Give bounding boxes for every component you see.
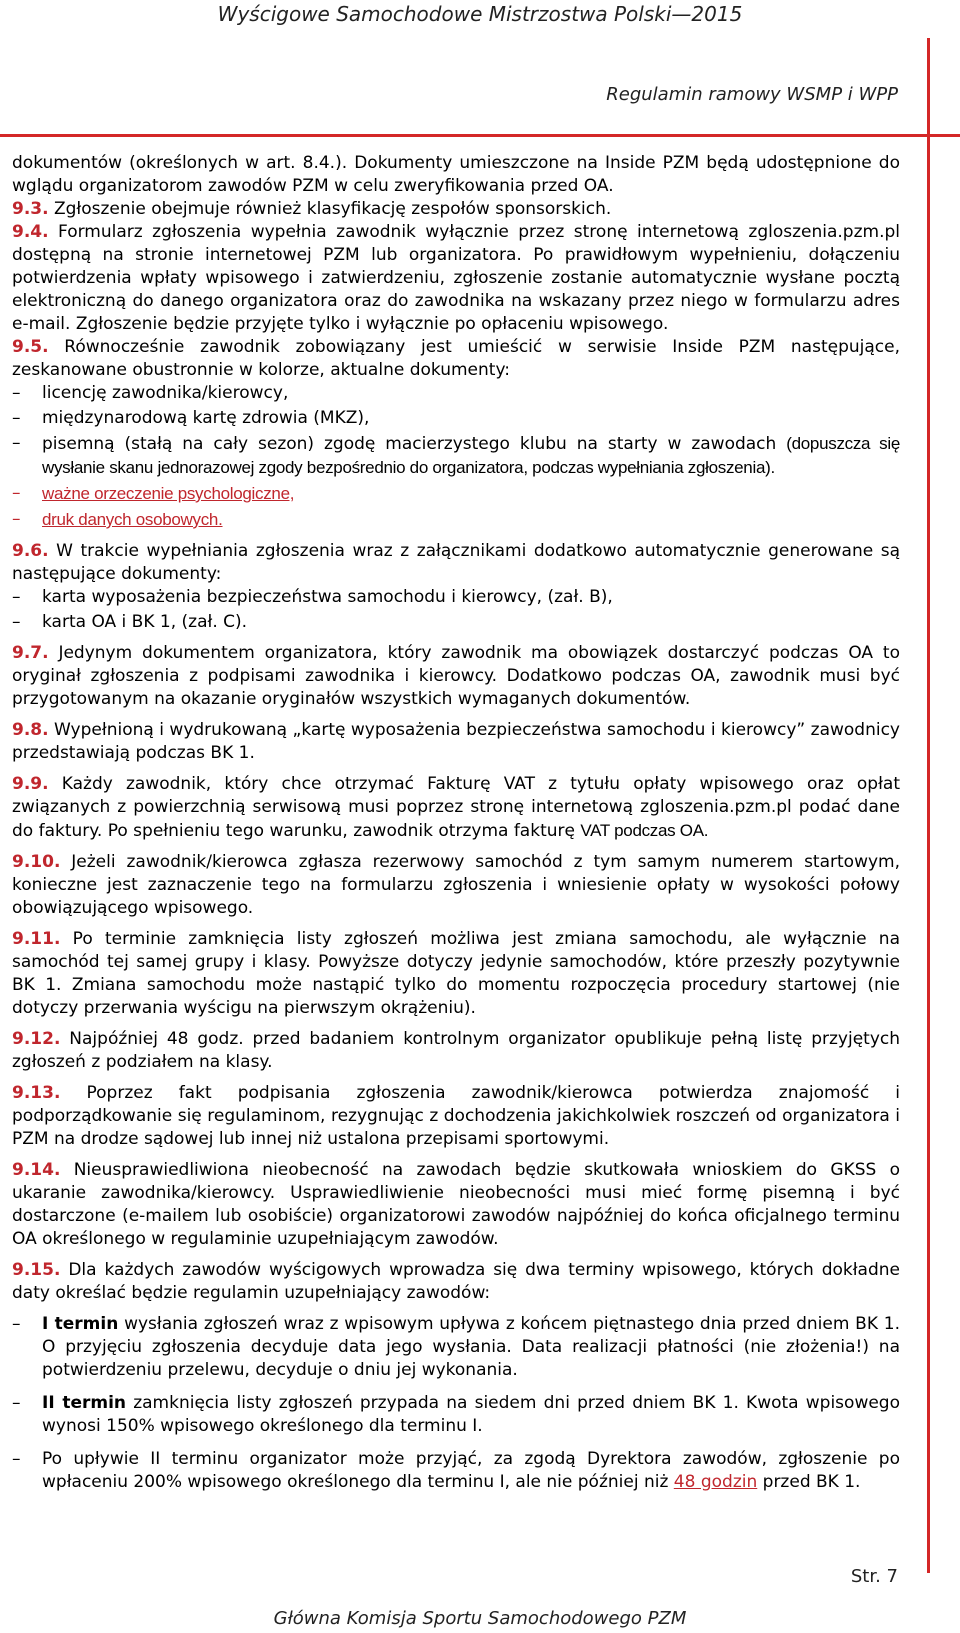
section-text: Po terminie zamknięcia listy zgłoszeń możliwa jest zmiana samochodu, ale wyłącznie na samochód tej samej grupy i klasy. Powyższe dotyczy jedynie samochodów, które przeszły pozytywnie BK 1. Zmiana samochodu może nastąpić tylko do momentu rozpoczęcia procedury startowej (nie dotyczy przerwania wyścigu na pierwszym okrążeniu). [12, 929, 900, 1018]
list-item-text: licencję zawodnika/kierowcy, [42, 383, 289, 403]
document-body [12, 152, 900, 1504]
list-item [12, 586, 900, 609]
list-item [12, 407, 900, 430]
section-text-tail: VAT podczas OA. [580, 821, 709, 840]
list-item-text: międzynarodową kartę zdrowia (MKZ), [42, 408, 370, 428]
list-item-text: karta OA i BK 1, (zał. C). [42, 612, 248, 632]
list-item [12, 1448, 900, 1494]
dash-bullet: – [12, 509, 21, 529]
section-9-6-list [12, 586, 900, 634]
section-number: 9.4. [12, 222, 49, 242]
list-item-text: zamknięcia listy zgłoszeń przypada na siedem dni przed dniem BK 1. Kwota wpisowego wynosi 150% wpisowego określonego dla terminu I. [42, 1393, 900, 1436]
section-number: 9.5. [12, 337, 49, 357]
list-item [12, 432, 900, 480]
section-number: 9.14. [12, 1160, 61, 1180]
section-text: Formularz zgłoszenia wypełnia zawodnik wyłącznie przez stronę internetową zgloszenia.pzm.pl dostępną na stronie internetowej PZM lub organizatora. Po prawidłowym wypełnieniu, dołączeniu potwierdzenia wpłaty wpisowego i zatwierdzeniu, zgłoszenie zostanie automatycznie wysłane pocztą elektroniczną do danego organizatora oraz do zawodnika na wskazany przez niego w formularzu adres e-mail. Zgłoszenie będzie przyjęte tylko i wyłącznie po opłaceniu wpisowego. [12, 222, 900, 334]
document-header-title: Wyścigowe Samochodowe Mistrzostwa Polski—2015 [217, 2, 743, 26]
section-number: 9.11. [12, 929, 61, 949]
list-item [12, 1313, 900, 1382]
section-text: Zgłoszenie obejmuje również klasyfikację zespołów sponsorskich. [48, 199, 612, 219]
section-text: Każdy zawodnik, który chce otrzymać Fakturę VAT z tytułu opłaty wpisowego oraz opłat związanych z powierzchnią serwisową musi poprzez stronę internetową zgloszenia.pzm.pl podać dane do faktury. Po spełnieniu tego warunku, zawodnik otrzyma fakturę [12, 774, 900, 841]
list-item-text: karta wyposażenia bezpieczeństwa samochodu i kierowcy, (zał. B), [42, 587, 613, 607]
section-number: 9.9. [12, 774, 49, 794]
margin-red-rule [927, 38, 930, 1573]
dash-bullet: – [12, 1393, 21, 1413]
section-number: 9.10. [12, 852, 61, 872]
section-number: 9.3. [12, 199, 49, 219]
section-9-14 [12, 1159, 900, 1251]
section-text: Jedynym dokumentem organizatora, który zawodnik ma obowiązek dostarczyć podczas OA to oryginał zgłoszenia z podpisami zawodnika i kierowcy. Dodatkowo podczas OA, zawodnik musi być przygotowanym na okazanie oryginałów wszystkich wymaganych dokumentów. [12, 643, 900, 709]
section-text: Poprzez fakt podpisania zgłoszenia zawodnik/kierowca potwierdza znajomość i podporządkowanie się regulaminom, rezygnując z dochodzenia jakichkolwiek roszczeń od organizatora i PZM na drodze sądowej lub innej niż ustalona przepisami sportowymi. [12, 1083, 900, 1149]
term-label: I termin [42, 1314, 119, 1334]
dash-bullet: – [12, 408, 21, 428]
list-item-text: pisemną (stałą na cały sezon) zgodę macierzystego klubu na starty w zawodach [42, 434, 777, 454]
list-item-note: (dopuszcza się wysłanie skanu jednorazowej zgody bezpośrednio do organizatora, podczas wypełniania zgłoszenia). [42, 434, 900, 477]
paragraph-intro: dokumentów (określonych w art. 8.4.). Dokumenty umieszczone na Inside PZM będą udostępnione do wglądu organizatorom zawodów PZM w celu zweryfikowania przed OA. [12, 153, 900, 196]
section-9-5-list [12, 382, 900, 532]
dash-bullet: – [12, 587, 21, 607]
dash-bullet: – [12, 483, 21, 503]
list-item [12, 1392, 900, 1438]
section-text: Najpóźniej 48 godz. przed badaniem kontrolnym organizator opublikuje pełną listę przyjętych zgłoszeń z podziałem na klasy. [12, 1029, 900, 1072]
list-item-text-tail: przed BK 1. [757, 1472, 861, 1492]
list-item-text: Po upływie II terminu organizator może przyjąć, za zgodą Dyrektora zawodów, zgłoszenie po wpłaceniu 200% wpisowego określonego dla terminu I, ale nie później niż [42, 1449, 900, 1492]
section-number: 9.15. [12, 1260, 61, 1280]
list-item-text: wysłania zgłoszeń wraz z wpisowym upływa z końcem piętnastego dnia przed dniem BK 1. O przyjęciu zgłoszenia decyduje data jego wysłania. Data realizacji płatności (nie złożenia!) na potwierdzeniu przelewu, decyduje o dniu jej wykonania. [42, 1314, 900, 1380]
section-text: Równocześnie zawodnik zobowiązany jest umieścić w serwisie Inside PZM następujące, zeskanowane obustronnie w kolorze, aktualne dokumenty: [12, 337, 900, 380]
dash-bullet: – [12, 612, 21, 632]
list-item-text-red: druk danych osobowych. [42, 510, 223, 529]
section-number: 9.12. [12, 1029, 61, 1049]
section-9-6 [12, 540, 900, 586]
list-item [12, 382, 900, 405]
section-number: 9.13. [12, 1083, 61, 1103]
section-text: Nieusprawiedliwiona nieobecność na zawodach będzie skutkowała wnioskiem do GKSS o ukaranie zawodnika/kierowcy. Usprawiedliwienie nieobecności musi mieć formę pisemną i być dostarczone (e-mailem lub osobiście) organizatorowi zawodów najpóźniej do końca oficjalnego terminu OA określonego w regulaminie uzupełniającym zawodów. [12, 1160, 900, 1249]
section-9-10 [12, 851, 900, 920]
page-number: Str. 7 [850, 1566, 898, 1587]
dash-bullet: – [12, 1314, 21, 1334]
section-9-4 [12, 221, 900, 336]
document-header-subtitle: Regulamin ramowy WSMP i WPP [606, 84, 898, 105]
term-label: II termin [42, 1393, 127, 1413]
document-footer: Główna Komisja Sportu Samochodowego PZM [273, 1608, 687, 1629]
section-9-8 [12, 719, 900, 765]
highlighted-text: 48 godzin [673, 1472, 758, 1492]
section-9-12 [12, 1028, 900, 1074]
section-text: Wypełnioną i wydrukowaną „kartę wyposażenia bezpieczeństwa samochodu i kierowcy” zawodnicy przedstawiają podczas BK 1. [12, 720, 900, 763]
section-number: 9.6. [12, 541, 49, 561]
list-item [12, 508, 900, 532]
section-9-15 [12, 1259, 900, 1305]
dash-bullet: – [12, 433, 21, 453]
dash-bullet: – [12, 383, 21, 403]
section-9-7 [12, 642, 900, 711]
section-9-15-list [12, 1313, 900, 1494]
section-9-3 [12, 198, 900, 221]
list-item [12, 611, 900, 634]
section-9-13 [12, 1082, 900, 1151]
list-item [12, 482, 900, 506]
section-text: W trakcie wypełniania zgłoszenia wraz z załącznikami dodatkowo automatycznie generowane są następujące dokumenty: [12, 541, 900, 584]
list-item-text-red: ważne orzeczenie psychologiczne, [42, 484, 295, 503]
header-red-rule [0, 134, 960, 137]
dash-bullet: – [12, 1449, 21, 1469]
section-9-5 [12, 336, 900, 382]
section-text: Jeżeli zawodnik/kierowca zgłasza rezerwowy samochód z tym samym numerem startowym, konieczne jest zaznaczenie tego na formularzu zgłoszenia i wniesienie opłaty w wysokości połowy obowiązującego wpisowego. [12, 852, 900, 918]
section-9-11 [12, 928, 900, 1020]
section-9-9 [12, 773, 900, 843]
section-text: Dla każdych zawodów wyścigowych wprowadza się dwa terminy wpisowego, których dokładne daty określać będzie regulamin uzupełniający zawodów: [12, 1260, 900, 1303]
section-number: 9.7. [12, 643, 49, 663]
section-number: 9.8. [12, 720, 49, 740]
